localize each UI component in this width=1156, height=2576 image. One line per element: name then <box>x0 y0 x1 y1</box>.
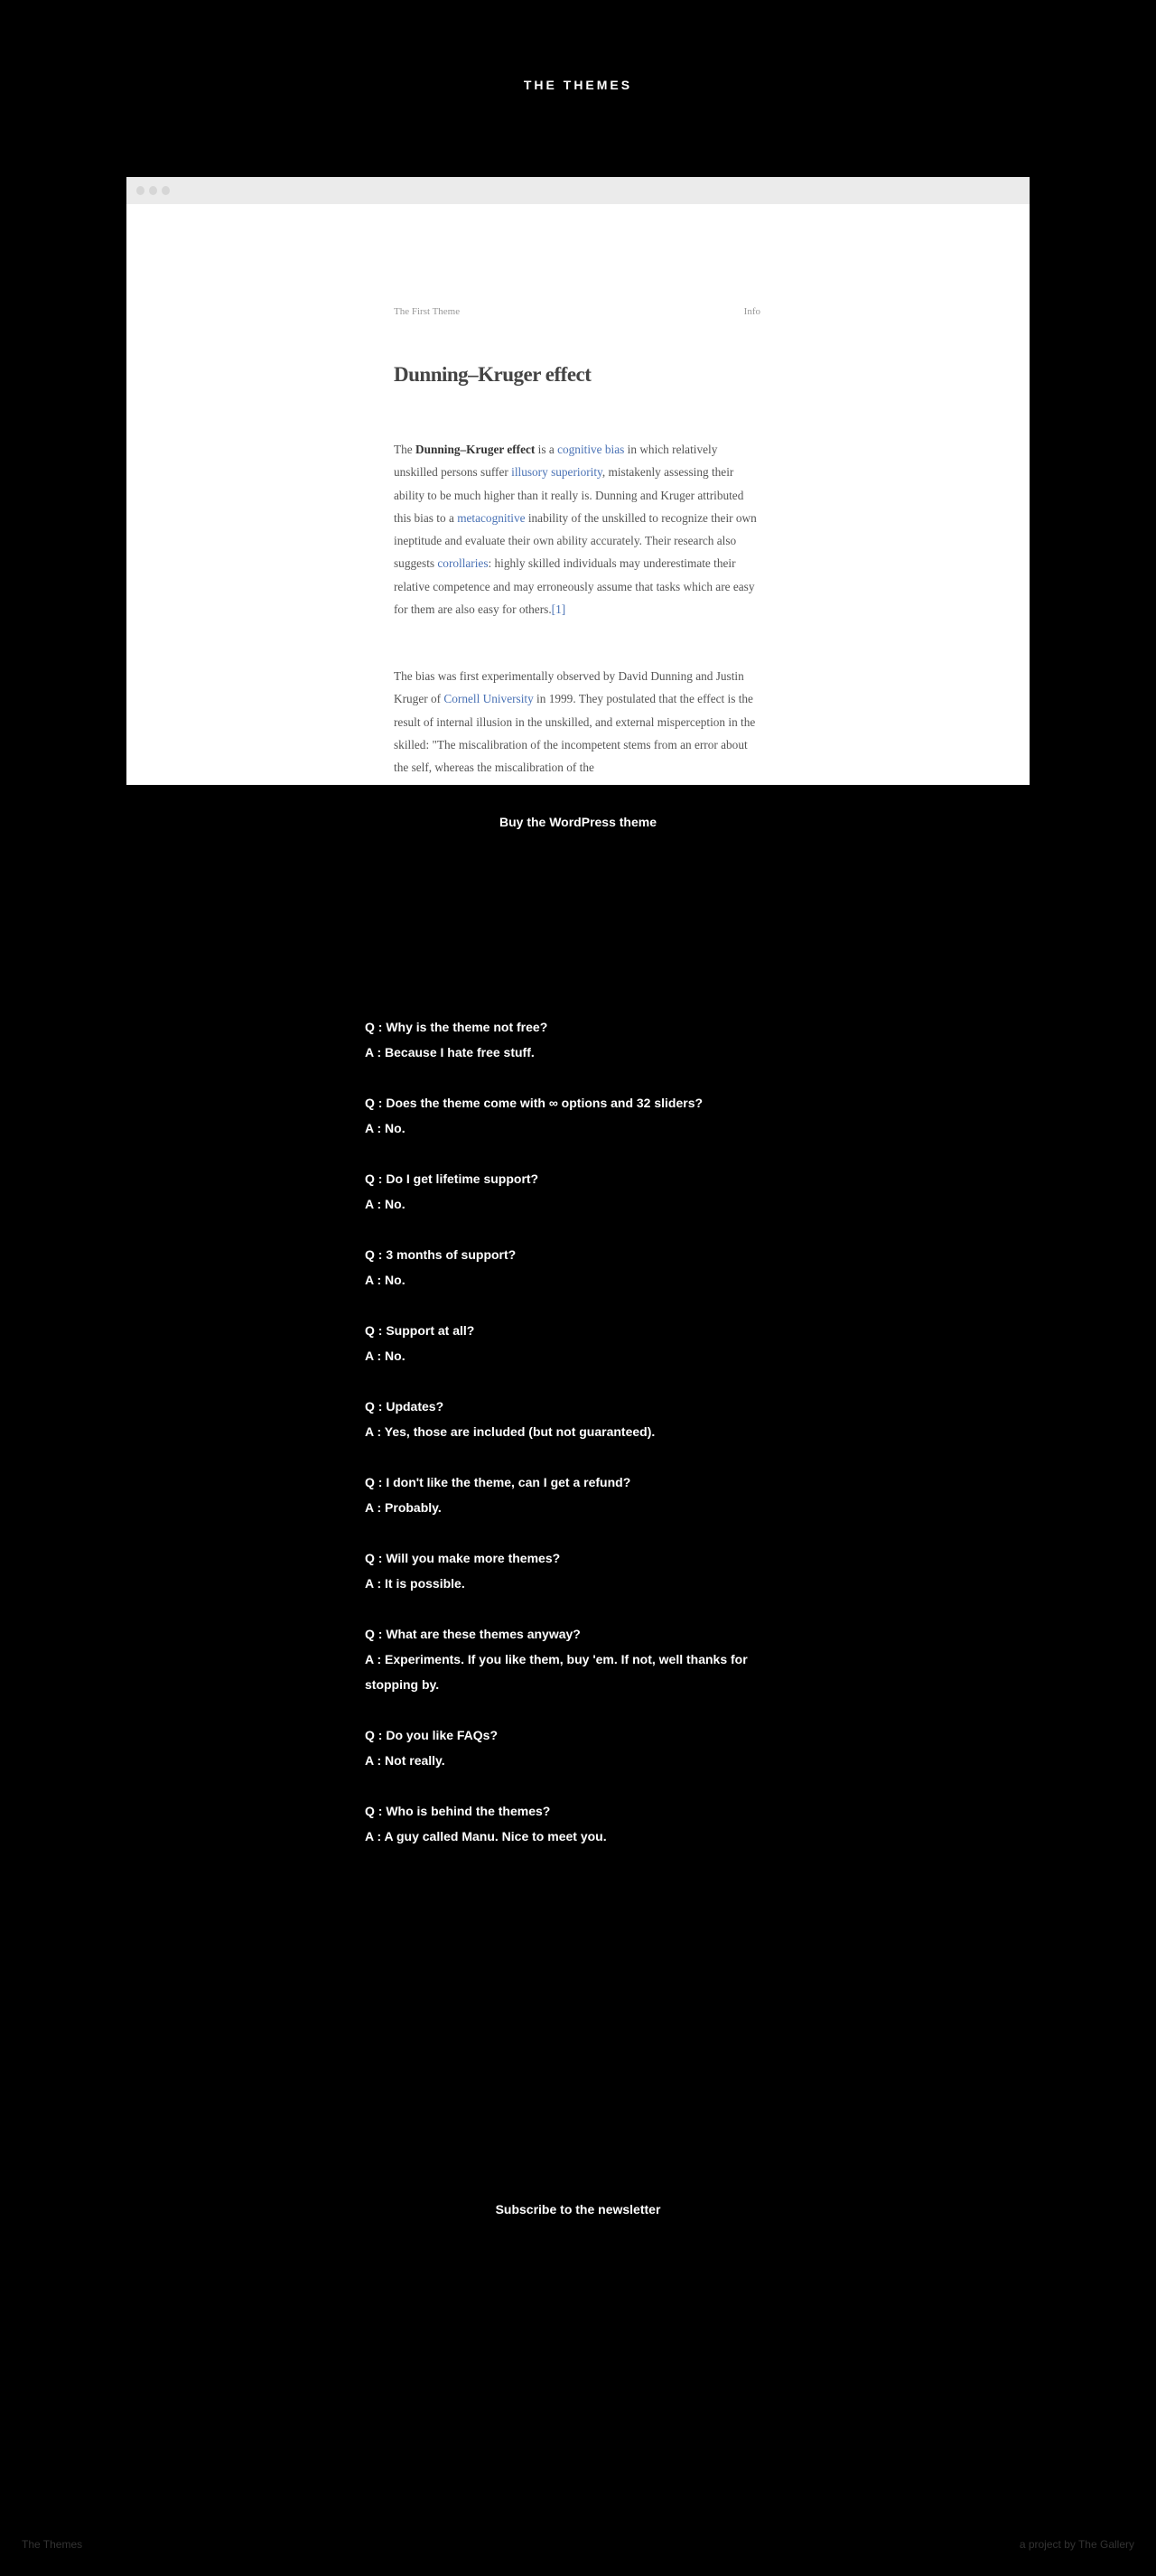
link-cornell-university[interactable]: Cornell University <box>443 692 534 706</box>
faq-answer: A : No. <box>365 1273 406 1287</box>
faq-answer: A : Because I hate free stuff. <box>365 1045 535 1059</box>
faq-list <box>365 1014 762 1874</box>
text: is a <box>535 443 558 456</box>
buy-theme-link[interactable]: Buy the WordPress theme <box>499 815 657 829</box>
text: , mistakenly assessing their ability to be much higher than it really is. Dunning and Kruger attributed this bias to a <box>394 465 744 525</box>
faq-item <box>365 1318 762 1368</box>
article-title: Dunning–Kruger effect <box>394 363 592 386</box>
footer-site-name[interactable]: The Themes <box>22 2538 83 2551</box>
faq-question: Q : Does the theme come with ∞ options and 32 sliders? <box>365 1096 704 1110</box>
faq-answer: A : No. <box>365 1349 406 1363</box>
faq-question: Q : What are these themes anyway? <box>365 1627 581 1641</box>
preview-nav-info[interactable]: Info <box>743 306 760 317</box>
faq-answer: A : It is possible. <box>365 1576 465 1591</box>
faq-question: Q : Do I get lifetime support? <box>365 1171 539 1186</box>
browser-toolbar <box>126 177 1030 204</box>
faq-item <box>365 1394 762 1444</box>
article-paragraph <box>394 665 760 779</box>
faq-question: Q : Who is behind the themes? <box>365 1804 551 1818</box>
window-dot-icon <box>149 186 157 195</box>
faq-item <box>365 1242 762 1293</box>
faq-answer: A : Probably. <box>365 1500 442 1515</box>
faq-question: Q : Updates? <box>365 1399 444 1414</box>
preview-header <box>394 306 760 317</box>
faq-answer: A : A guy called Manu. Nice to meet you. <box>365 1829 607 1843</box>
faq-answer: A : No. <box>365 1121 406 1135</box>
bold-term: Dunning–Kruger effect <box>415 443 536 456</box>
faq-question: Q : Support at all? <box>365 1323 475 1338</box>
text: : highly skilled individuals may underestimate their relative competence and may erroneously assume that tasks which are easy for them are also easy for others. <box>394 556 755 617</box>
text: in 1999. They postulated that the effect is the result of internal illusion in the unskilled, and external misperception in the skilled: "The miscalibration of the incompetent stems from an error about the self, whereas the miscalibration of the <box>394 692 756 775</box>
faq-question: Q : I don't like the theme, can I get a refund? <box>365 1475 631 1489</box>
faq-answer: A : Yes, those are included (but not guaranteed). <box>365 1424 656 1439</box>
faq-answer: A : No. <box>365 1197 406 1211</box>
faq-item <box>365 1014 762 1065</box>
footer-credit[interactable]: a project by The Gallery <box>1019 2538 1134 2551</box>
text: in which relatively unskilled persons suffer <box>394 443 718 480</box>
faq-item <box>365 1090 762 1141</box>
text: The bias was first experimentally observed by David Dunning and Justin Kruger of <box>394 669 744 706</box>
site-logo[interactable]: THE THEMES <box>523 78 633 92</box>
faq-item <box>365 1545 762 1596</box>
faq-question: Q : Do you like FAQs? <box>365 1728 499 1742</box>
window-dot-icon <box>136 186 144 195</box>
faq-question: Q : Why is the theme not free? <box>365 1020 548 1034</box>
text: The <box>394 443 415 456</box>
subscribe-newsletter-link[interactable]: Subscribe to the newsletter <box>495 2202 661 2217</box>
text: inability of the unskilled to recognize their own ineptitude and evaluate their own ability accurately. Their research also suggests <box>394 510 757 571</box>
link-corollaries[interactable]: corollaries <box>437 556 489 571</box>
faq-item <box>365 1621 762 1697</box>
article-paragraph <box>394 438 760 621</box>
faq-question: Q : Will you make more themes? <box>365 1551 561 1565</box>
theme-preview-window <box>126 177 1030 785</box>
link-illusory-superiority[interactable]: illusory superiority <box>511 465 602 480</box>
faq-question: Q : 3 months of support? <box>365 1247 517 1262</box>
faq-item <box>365 1166 762 1217</box>
faq-answer: A : Not really. <box>365 1753 445 1768</box>
preview-site-name[interactable]: The First Theme <box>394 306 461 317</box>
faq-item <box>365 1470 762 1520</box>
reference-link[interactable]: [1] <box>551 602 566 617</box>
link-cognitive-bias[interactable]: cognitive bias <box>557 443 625 456</box>
link-metacognitive[interactable]: metacognitive <box>457 510 526 525</box>
faq-item <box>365 1722 762 1773</box>
faq-answer: A : Experiments. If you like them, buy 'em. If not, well thanks for stopping by. <box>365 1652 748 1692</box>
window-dot-icon <box>162 186 170 195</box>
faq-item <box>365 1798 762 1849</box>
